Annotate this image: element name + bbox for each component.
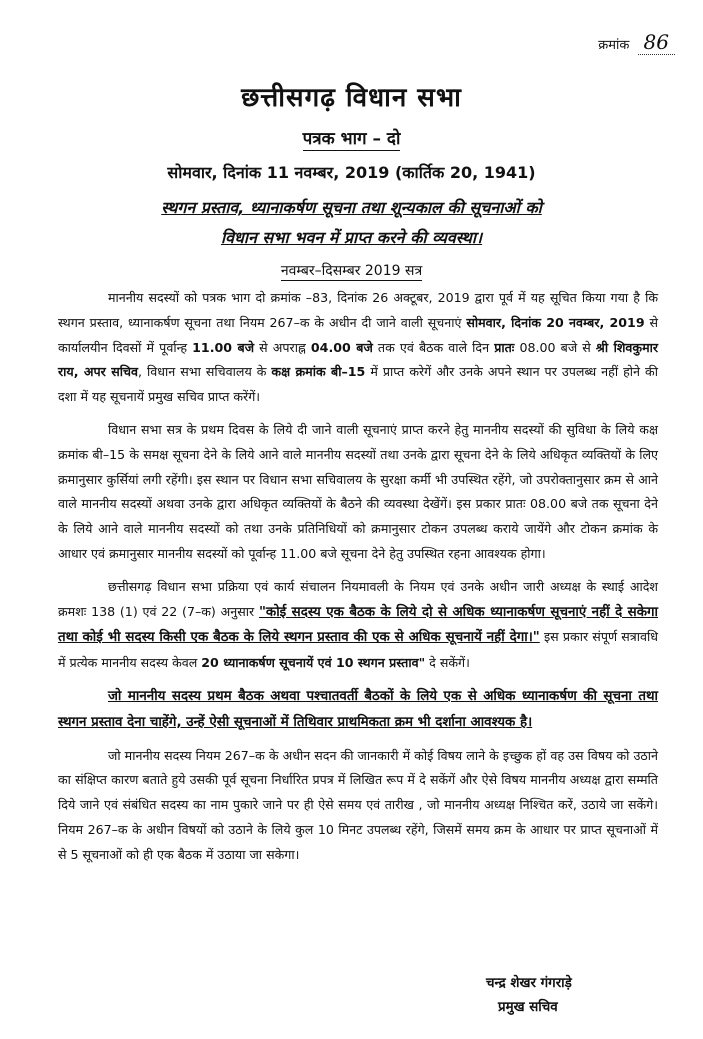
p3-underlined-rule: "कोई सदस्य एक बैठक के लिये दो से अधिक ध्यानाकर्षण सूचनाएं नहीं दे सकेगा तथा कोई भी सदस्य किसी एक बैठक के लिये स्थगन प्रस्ताव की एक से अधिक सूचनायें नहीं देगा।" — [58, 604, 659, 646]
p1-bold-time-1: 11.00 बजे — [192, 339, 255, 355]
paragraph-3 — [58, 575, 658, 676]
p1-text-5: 08.00 बजे से — [514, 339, 596, 355]
p1-bold-officer: श्री शिवकुमार राय, अपर सचिव — [58, 339, 659, 380]
signatory-name: चन्द्र शेखर गंगराड़े — [486, 976, 572, 991]
subject-line-2: विधान सभा भवन में प्राप्त करने की व्यवस्था। — [220, 228, 483, 247]
paragraph-1 — [58, 286, 658, 410]
p1-bold-time-2: 04.00 बजे — [310, 339, 373, 355]
document-title: छत्तीसगढ़ विधान सभा — [241, 83, 462, 113]
paragraph-2: विधान सभा सत्र के प्रथम दिवस के लिये दी जाने वाली सूचनाएं प्राप्त करने हेतु माननीय सदस्यों की सुविधा के लिये कक्ष क्रमांक बी–15 के समक्ष सूचना देने के लिये आने वाले माननीय सदस्यों तथा उनके द्वारा सूचना देने के लिये अधिकृत व्यक्तियों के लिए क्रमानुसार कुर्सियां लगी रहेंगी। इस स्थान पर विधान सभा सचिवालय के सुरक्षा कर्मी भी उपस्थित रहेंगे, जो उपरोक्तानुसार क्रम से आने वाले माननीय सदस्यों अथवा उनके द्वारा अधिकृत व्यक्तियों के बैठने की व्यवस्था देखेंगें। इस प्रकार प्रातः 08.00 बजे तक सूचना देने के लिये आने वाले माननीय सदस्यों को तथा उनके प्रतिनिधियों को क्रमानुसार टोकन उपलब्ध कराये जायेंगे और टोकन क्रमांक के आधार एवं क्रमानुसार माननीय सदस्यों को पूर्वान्ह 11.00 बजे सूचना देने हेतु उपस्थित रहना आवश्यक होगा। — [58, 421, 658, 561]
p3-text-1: छत्तीसगढ़ विधान सभा प्रक्रिया एवं कार्य संचालन नियमावली के नियम एवं उनके अधीन जारी अध्यक्ष के स्थाई आदेश क्रमशः 138 (1) एवं 22 (7–क) अनुसार — [58, 578, 658, 619]
p1-text-1: माननीय सदस्यों को पत्रक भाग दो क्रमांक –83, दिनांक 26 अक्टूबर, 2019 द्वारा पूर्व में यह सूचित किया गया है कि स्थगन प्रस्ताव, ध्यानाकर्षण सूचना तथा नियम 267–क के अधीन दी जाने वाली सूचनाएं — [58, 290, 658, 330]
document-body — [58, 286, 658, 876]
p1-text-4: तक एवं बैठक वाले दिन — [372, 339, 495, 355]
serial-value: 86 — [638, 30, 675, 55]
document-subtitle: पत्रक भाग – दो — [303, 126, 401, 151]
signature-block — [486, 972, 572, 1020]
p1-text-7: में प्राप्त करेगें और उनके अपने स्थान पर उपलब्ध नहीं होने की दशा में यह सूचनायें प्रमुख सचिव प्राप्त करेंगें। — [58, 364, 658, 405]
signatory-designation: प्रमुख सचिव — [498, 1000, 558, 1015]
p3-bold-limit: 20 ध्यानाकर्षण सूचनायें एवं 10 स्थगन प्रस्ताव" — [201, 655, 426, 671]
p3-text-3: दे सकेंगें। — [425, 655, 470, 671]
p1-bold-date: सोमवार, दिनांक 20 नवम्बर, 2019 — [466, 314, 645, 330]
document-header — [0, 78, 703, 281]
paragraph-5: जो माननीय सदस्य नियम 267–क के अधीन सदन की जानकारी में कोई विषय लाने के इच्छुक हों वह उस विषय को उठाने का संक्षिप्त कारण बताते हुये उसकी पूर्व सूचना निर्धारित प्रपत्र में लिखित रूप में दे सकेंगें और ऐसे विषय माननीय अध्यक्ष द्वारा सम्मति दिये जाने एवं संबंधित सदस्य का नाम पुकारे जाने पर ही ऐसे समय एवं तारीख , जो माननीय अध्यक्ष निश्चित करें, उठाये जा सकेंगे। नियम 267–क के अधीन विषयों को उठाने के लिये कुल 10 मिनट उपलब्ध रहेंगे, जिसमें समय क्रम के आधार पर प्राप्त सूचनाओं में से 5 सूचनाओं को ही एक बैठक में उठाया जा सकेगा। — [58, 747, 658, 862]
p1-bold-morning: प्रातः — [494, 339, 515, 355]
paragraph-4 — [58, 684, 658, 736]
date-line: सोमवार, दिनांक 11 नवम्बर, 2019 (कार्तिक 20, 1941) — [167, 163, 536, 182]
serial-number — [598, 30, 675, 55]
session-label: नवम्बर–दिसम्बर 2019 सत्र — [280, 263, 423, 279]
serial-label: क्रमांक — [598, 38, 630, 53]
p1-text-6: , विधान सभा सचिवालय के — [137, 364, 272, 380]
p1-text-2: से कार्यालयीन दिवसों में पूर्वान्ह — [58, 314, 658, 355]
p4-underlined-text: जो माननीय सदस्य प्रथम बैठक अथवा पश्चातवर्ती बैठकों के लिये एक से अधिक ध्यानाकर्षण की सूचना तथा स्थगन प्रस्ताव देना चाहेंगे, उन्हें ऐसी सूचनाओं में तिथिवार प्राथमिकता क्रम भी दर्शाना आवश्यक है। — [58, 688, 658, 730]
p1-bold-room: कक्ष क्रमांक बी–15 — [271, 364, 366, 380]
subject-heading — [0, 193, 703, 253]
p1-text-3: से अपराह्न — [254, 339, 311, 355]
p3-text-2: इस प्रकार संपूर्ण सत्रावधि में प्रत्येक माननीय सदस्य केवल — [58, 629, 659, 671]
subject-line-1: स्थगन प्रस्ताव, ध्यानाकर्षण सूचना तथा शून्यकाल की सूचनाओं को — [161, 198, 542, 217]
